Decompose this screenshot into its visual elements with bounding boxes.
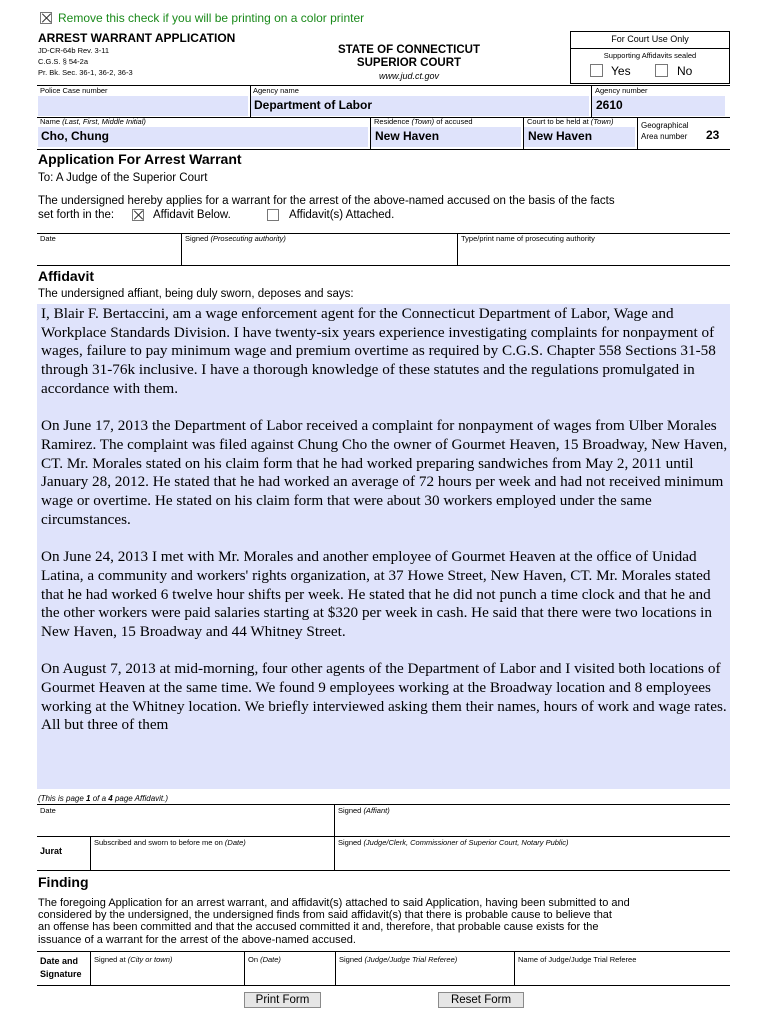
print-form-button[interactable]: Print Form — [244, 992, 321, 1008]
affidavit-paragraph: On August 7, 2013 at mid-morning, four other agents of the Department of Labor and I visited both locations of Gourmet Heaven at the same time. We found 9 employees working at the Broadway location and 8 employees working at the Whitney location. We briefly interviewed asking them their names, hours of work and wage rates. All but three of them — [41, 660, 727, 734]
app-signed-label: Signed (Prosecuting authority) — [185, 234, 286, 243]
police-case-label: Police Case number — [40, 86, 108, 95]
court-town-field[interactable] — [524, 127, 635, 147]
agency-number-value: 2610 — [596, 98, 623, 112]
sealed-no-checkbox[interactable] — [655, 64, 668, 77]
application-to: To: A Judge of the Superior Court — [38, 172, 208, 184]
sealed-label: Supporting Affidavits sealed — [603, 51, 697, 60]
form-title: ARREST WARRANT APPLICATION — [38, 31, 236, 45]
reset-form-button[interactable]: Reset Form — [438, 992, 524, 1008]
color-printer-checkbox[interactable] — [40, 12, 52, 24]
aff-date-label: Date — [40, 806, 56, 815]
page-note: (This is page 1 of a 4 page Affidavit.) — [38, 794, 169, 803]
affidavit-intro: The undersigned affiant, being duly sworn, deposes and says: — [38, 288, 354, 300]
court-use-title: For Court Use Only — [611, 34, 689, 44]
sealed-no-label: No — [677, 64, 693, 78]
affidavit-below-checkbox[interactable] — [132, 209, 144, 221]
app-type-label: Type/print name of prosecuting authority — [461, 234, 595, 243]
sealed-yes-checkbox[interactable] — [590, 64, 603, 77]
residence-value: New Haven — [375, 129, 440, 143]
application-text2: set forth in the: — [38, 209, 115, 221]
jurat-signed-label: Signed (Judge/Clerk, Commissioner of Superior Court, Notary Public) — [338, 838, 569, 847]
residence-label: Residence (Town) of accused — [374, 117, 473, 126]
sealed-yes-label: Yes — [611, 64, 631, 78]
court-town-value: New Haven — [528, 129, 593, 143]
court-state: STATE OF CONNECTICUT — [337, 44, 481, 56]
police-case-field[interactable] — [38, 96, 248, 116]
finding-text: The foregoing Application for an arrest warrant, and affidavit(s) attached to said Application, having been submitted to and considered by the undersigned, the undersigned finds from said affidavit(s) that there is probable cause to believe that an offense has been committed and that the accused committed it and, therefore, that probable cause exists for the issuance of a warrant for the arrest of the above-named accused. — [38, 897, 630, 946]
affidavit-body — [41, 305, 729, 754]
residence-field[interactable] — [371, 127, 521, 147]
application-text1: The undersigned hereby applies for a warrant for the arrest of the above-named accused on the basis of the facts — [38, 195, 615, 207]
judge-name-label: Name of Judge/Judge Trial Referee — [518, 955, 637, 964]
court-town-label: Court to be held at (Town) — [527, 117, 614, 126]
court-name: SUPERIOR COURT — [356, 57, 462, 69]
geo-value[interactable]: 23 — [706, 128, 720, 142]
court-url: www.jud.ct.gov — [378, 71, 440, 81]
affidavit-attached-checkbox[interactable] — [267, 209, 279, 221]
agency-name-value: Department of Labor — [254, 98, 373, 112]
agency-name-field[interactable] — [251, 96, 589, 116]
agency-name-label: Agency name — [253, 86, 299, 95]
name-value: Cho, Chung — [41, 129, 109, 143]
affidavit-below-label: Affidavit Below. — [153, 209, 231, 221]
aff-signed-label: Signed (Affiant) — [338, 806, 390, 815]
color-printer-notice: Remove this check if you will be printing on a color printer — [58, 11, 365, 25]
finding-signed-label: Signed (Judge/Judge Trial Referee) — [339, 955, 458, 964]
name-label: Name (Last, First, Middle Initial) — [40, 117, 146, 126]
form-prbk: Pr. Bk. Sec. 36-1, 36-2, 36-3 — [38, 68, 133, 77]
affidavit-attached-label: Affidavit(s) Attached. — [289, 209, 395, 221]
form-code: JD-CR-64b Rev. 3-11 — [38, 46, 109, 55]
agency-number-field[interactable] — [592, 96, 725, 116]
jurat-label: Jurat — [40, 846, 63, 856]
agency-number-label: Agency number — [595, 86, 648, 95]
app-date-label: Date — [40, 234, 56, 243]
date-sig-label: Date and Signature — [40, 956, 82, 979]
form-cgs: C.G.S. § 54-2a — [38, 57, 89, 66]
application-heading: Application For Arrest Warrant — [38, 151, 242, 167]
geo-label: Geographical Area number — [641, 121, 689, 141]
signed-at-label: Signed at (City or town) — [94, 955, 173, 964]
affidavit-heading: Affidavit — [38, 268, 94, 284]
affidavit-paragraph: I, Blair F. Bertaccini, am a wage enforcement agent for the Connecticut Department of Labor, Wage and Workplace Standards Division. I have twenty-six years experience investigating complaints for nonpayment of wages, failure to pay minimum wage and premium overtime as required by C.G.S. Chapter 558 Sections 31-58 through 31-76k inclusive. I have a thorough knowledge of these statutes and the regulations promulgated in accordance with them. — [41, 305, 716, 397]
on-date-label: On (Date) — [248, 955, 281, 964]
affidavit-paragraph: On June 17, 2013 the Department of Labor received a complaint for nonpayment of wages from Ulber Morales Ramirez. The complaint was filed against Chung Cho the owner of Gourmet Heaven, 15 Broadway, New Haven, CT. Mr. Morales stated on his claim form that he had worked preparing sandwiches from May 2, 2011 until January 28, 2012. He stated that he had worked an average of 72 hours per week and had not received minimum wage or overtime. He stated on his claim form that were about 30 workers employed under the same circumstances. — [41, 417, 728, 528]
subscribed-label: Subscribed and sworn to before me on (Date) — [94, 838, 246, 847]
name-field[interactable] — [38, 127, 368, 147]
finding-heading: Finding — [38, 874, 89, 890]
affidavit-paragraph: On June 24, 2013 I met with Mr. Morales and another employee of Gourmet Heaven at the office of Unidad Latina, a community and workers' rights organization, at 37 Howe Street, New Haven, CT. Mr. Morales stated that he had worked 6 twelve hour shifts per week. He stated that he did not punch a time clock and that he and the other workers were paid salaries starting at $320 per week in cash. He said that there were two locations in New Haven, 15 Broadway and 44 Whitney Street. — [41, 548, 712, 640]
